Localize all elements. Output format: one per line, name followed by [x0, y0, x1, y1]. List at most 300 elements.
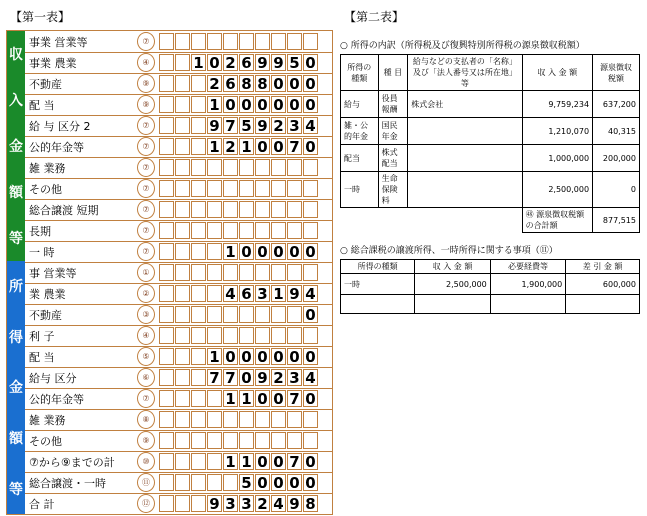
digit-cell[interactable]	[159, 201, 174, 218]
digit-cell[interactable]	[159, 348, 174, 365]
table-cell: 1,000,000	[522, 145, 592, 172]
row-label: 給与 区分	[29, 371, 77, 385]
total-value: 877,515	[593, 208, 640, 233]
digit-cell[interactable]: 1	[191, 54, 206, 71]
digit-cell[interactable]	[175, 243, 190, 260]
digit-cell[interactable]	[271, 159, 286, 176]
digit-cell[interactable]: 0	[271, 138, 286, 155]
digit-cell[interactable]: 9	[207, 117, 222, 134]
digit-cell[interactable]	[239, 264, 254, 281]
digit-cell[interactable]	[175, 453, 190, 470]
digit-cell[interactable]: 0	[255, 243, 270, 260]
digit-cell[interactable]	[303, 33, 318, 50]
digit-cell[interactable]: 0	[303, 453, 318, 470]
row-number: ⑦	[137, 200, 155, 219]
digit-cell[interactable]: 0	[255, 453, 270, 470]
digit-cell[interactable]: 0	[223, 348, 238, 365]
digit-cell[interactable]	[255, 159, 270, 176]
digit-cell[interactable]	[159, 222, 174, 239]
digit-cell[interactable]: 9	[255, 117, 270, 134]
digit-cell[interactable]: 2	[207, 75, 222, 92]
digit-cell[interactable]: 5	[287, 54, 302, 71]
digit-cell[interactable]	[159, 453, 174, 470]
digit-cell[interactable]: 0	[207, 54, 222, 71]
digit-cell[interactable]	[303, 180, 318, 197]
table-cell	[408, 145, 522, 172]
digit-cell[interactable]: 9	[287, 285, 302, 302]
digit-cell[interactable]: 2	[271, 369, 286, 386]
digit-cell[interactable]	[207, 390, 222, 407]
digit-cell[interactable]	[287, 432, 302, 449]
table-header: 差 引 金 額	[566, 260, 640, 274]
table-cell: 配当	[341, 145, 379, 172]
digit-cell[interactable]	[175, 327, 190, 344]
digit-cell[interactable]	[207, 159, 222, 176]
digit-cell[interactable]	[191, 159, 206, 176]
digit-cell[interactable]: 5	[239, 117, 254, 134]
digit-cell[interactable]	[191, 348, 206, 365]
digit-cell[interactable]: 9	[255, 369, 270, 386]
digit-cell[interactable]: 1	[239, 390, 254, 407]
form-row	[25, 94, 332, 116]
digit-cell[interactable]: 9	[287, 495, 302, 512]
digit-cell[interactable]	[191, 201, 206, 218]
digit-cell[interactable]	[207, 432, 222, 449]
digit-cell[interactable]	[191, 222, 206, 239]
digit-cell[interactable]	[223, 201, 238, 218]
digit-cell[interactable]: 0	[239, 243, 254, 260]
digit-cell[interactable]	[175, 96, 190, 113]
digit-cell[interactable]	[175, 495, 190, 512]
digit-cell[interactable]	[191, 411, 206, 428]
digit-cell[interactable]	[303, 327, 318, 344]
digit-cell[interactable]	[303, 264, 318, 281]
digit-cell[interactable]	[271, 306, 286, 323]
digit-cell[interactable]	[175, 474, 190, 491]
digit-cell[interactable]	[287, 33, 302, 50]
digit-cell[interactable]	[191, 33, 206, 50]
digit-cell[interactable]	[239, 306, 254, 323]
digit-cell[interactable]	[159, 432, 174, 449]
digit-cell[interactable]: 7	[223, 369, 238, 386]
form-1	[6, 30, 333, 515]
row-number: ⑦	[137, 116, 155, 135]
digit-cell[interactable]	[175, 411, 190, 428]
digit-cell[interactable]	[207, 201, 222, 218]
digit-cell[interactable]	[159, 264, 174, 281]
digit-cell[interactable]	[287, 201, 302, 218]
digit-cell[interactable]: 0	[287, 75, 302, 92]
digit-cell[interactable]	[271, 327, 286, 344]
total-label: ㊽ 源泉徴収税額の合計額	[522, 208, 592, 233]
digit-cell[interactable]: 3	[255, 285, 270, 302]
form-row	[25, 388, 332, 410]
digit-cell[interactable]	[239, 411, 254, 428]
digit-cell[interactable]	[287, 180, 302, 197]
digit-cell[interactable]	[191, 390, 206, 407]
row-number: ⑦	[137, 242, 155, 261]
digit-cell[interactable]	[239, 327, 254, 344]
digit-cell[interactable]	[159, 54, 174, 71]
digit-cell[interactable]	[191, 138, 206, 155]
digit-cell[interactable]: 0	[255, 138, 270, 155]
table-cell: 40,315	[593, 118, 640, 145]
digit-cell[interactable]	[175, 285, 190, 302]
digit-cell[interactable]: 0	[303, 54, 318, 71]
digit-cell[interactable]: 9	[207, 495, 222, 512]
table-cell: 1,900,000	[490, 274, 565, 295]
side-char: 額	[9, 431, 23, 448]
digit-cell[interactable]	[239, 159, 254, 176]
digit-cell[interactable]	[255, 411, 270, 428]
digit-cell[interactable]	[175, 75, 190, 92]
table-header: 収 入 金 額	[415, 260, 490, 274]
digit-cell[interactable]	[191, 243, 206, 260]
digit-cell[interactable]	[271, 432, 286, 449]
digit-cell[interactable]: 0	[303, 96, 318, 113]
digit-cell[interactable]: 0	[255, 96, 270, 113]
digit-cell[interactable]: 6	[239, 54, 254, 71]
digit-cell[interactable]	[223, 33, 238, 50]
digit-cell[interactable]: 0	[271, 390, 286, 407]
digit-cell[interactable]: 9	[271, 54, 286, 71]
form-row	[25, 136, 332, 158]
digit-cell[interactable]	[271, 201, 286, 218]
row-number: ④	[137, 326, 155, 345]
digit-cell[interactable]: 8	[239, 75, 254, 92]
digit-cell[interactable]: 4	[303, 117, 318, 134]
digit-cell[interactable]: 6	[223, 75, 238, 92]
side-char: 収	[9, 47, 23, 63]
digit-cell[interactable]	[255, 33, 270, 50]
digit-cell[interactable]	[271, 180, 286, 197]
digit-cell[interactable]	[207, 474, 222, 491]
digit-cell[interactable]	[255, 264, 270, 281]
table-2	[340, 259, 640, 314]
digit-cell[interactable]: 3	[287, 117, 302, 134]
digit-cell[interactable]: 0	[255, 474, 270, 491]
digit-cell[interactable]	[223, 180, 238, 197]
table-header: 所得の種類	[341, 55, 379, 91]
row-number: ⑥	[137, 368, 155, 387]
digit-cell[interactable]	[207, 285, 222, 302]
digit-cell[interactable]	[255, 201, 270, 218]
digit-cell[interactable]: 4	[271, 495, 286, 512]
digit-cell[interactable]: 0	[287, 96, 302, 113]
digit-cell[interactable]	[159, 390, 174, 407]
table-cell: 株式配当	[378, 145, 408, 172]
digit-cell[interactable]	[207, 33, 222, 50]
digit-cell[interactable]	[303, 432, 318, 449]
digit-cell[interactable]	[239, 222, 254, 239]
table-1	[340, 54, 640, 233]
row-number: ④	[137, 53, 155, 72]
digit-cell[interactable]: 0	[303, 243, 318, 260]
table-header: 必要経費等	[490, 260, 565, 274]
digit-cell[interactable]: 0	[287, 348, 302, 365]
table-cell: 雑・公的年金	[341, 118, 379, 145]
digit-cell[interactable]	[207, 243, 222, 260]
digit-cell[interactable]: 1	[207, 96, 222, 113]
digit-cell[interactable]	[303, 201, 318, 218]
row-label: 業 農業	[29, 287, 66, 301]
digit-cell[interactable]	[175, 306, 190, 323]
sec2-title: ○ 総合課税の譲渡所得、一時所得に関する事項（⑪）	[340, 246, 558, 256]
digit-cell[interactable]	[191, 96, 206, 113]
table-cell: 生命保険料	[378, 172, 408, 208]
digit-cell[interactable]	[159, 474, 174, 491]
digit-cell[interactable]	[271, 33, 286, 50]
digit-cell[interactable]: 0	[303, 138, 318, 155]
digit-cell[interactable]	[287, 306, 302, 323]
digit-cell[interactable]: 0	[239, 96, 254, 113]
digit-cell[interactable]	[159, 180, 174, 197]
form-row	[25, 409, 332, 431]
digit-cell[interactable]	[207, 222, 222, 239]
digit-cell[interactable]: 0	[303, 75, 318, 92]
row-number: ⑩	[137, 452, 155, 471]
digit-cell[interactable]: 0	[287, 243, 302, 260]
digit-cell[interactable]	[239, 33, 254, 50]
digit-cell[interactable]	[159, 33, 174, 50]
digit-cell[interactable]	[191, 117, 206, 134]
form-row	[25, 115, 332, 137]
digit-cell[interactable]: 0	[255, 348, 270, 365]
digit-cell[interactable]	[159, 138, 174, 155]
row-number: ⑫	[137, 494, 155, 513]
digit-cell[interactable]	[207, 453, 222, 470]
row-number: ②	[137, 284, 155, 303]
digit-cell[interactable]	[175, 180, 190, 197]
row-label: 合 計	[29, 497, 55, 511]
sec1-title: ○ 所得の内訳（所得税及び復興特別所得税の源泉徴収税額）	[340, 41, 585, 51]
table-cell: 役員報酬	[378, 91, 408, 118]
digit-cell[interactable]	[159, 285, 174, 302]
digit-cell[interactable]: 1	[223, 453, 238, 470]
digit-cell[interactable]	[287, 159, 302, 176]
row-number: ⑦	[137, 179, 155, 198]
digit-cell[interactable]	[255, 180, 270, 197]
digit-cell[interactable]: 7	[287, 453, 302, 470]
row-number: ③	[137, 305, 155, 324]
digit-cell[interactable]: 1	[239, 453, 254, 470]
digit-cell[interactable]	[159, 159, 174, 176]
digit-cell[interactable]: 0	[303, 348, 318, 365]
digit-cell[interactable]: 1	[207, 348, 222, 365]
digit-cell[interactable]: 0	[303, 306, 318, 323]
digit-cell[interactable]: 0	[271, 474, 286, 491]
form-row	[25, 346, 332, 368]
digit-cell[interactable]	[287, 222, 302, 239]
digit-cell[interactable]	[287, 264, 302, 281]
digit-cell[interactable]	[175, 390, 190, 407]
digit-cell[interactable]: 0	[223, 96, 238, 113]
digit-cell[interactable]	[159, 96, 174, 113]
digit-cell[interactable]	[191, 180, 206, 197]
digit-cell[interactable]: 1	[271, 285, 286, 302]
digit-cell[interactable]: 0	[239, 369, 254, 386]
digit-cell[interactable]	[255, 432, 270, 449]
digit-cell[interactable]	[303, 411, 318, 428]
digit-cell[interactable]: 0	[271, 75, 286, 92]
digit-cell[interactable]: 0	[239, 348, 254, 365]
digit-cell[interactable]: 3	[287, 369, 302, 386]
row-label: 給 与 区分 2	[29, 119, 91, 133]
form-row	[25, 451, 332, 473]
form-2	[340, 38, 640, 314]
digit-cell[interactable]	[287, 327, 302, 344]
table-cell: 一時	[341, 274, 415, 295]
digit-cell[interactable]	[191, 453, 206, 470]
digit-cell[interactable]	[191, 264, 206, 281]
table-header: 収 入 金 額	[522, 55, 592, 91]
table-cell: 株式会社	[408, 91, 522, 118]
digit-cell[interactable]	[223, 411, 238, 428]
row-label: 一 時	[29, 245, 55, 259]
digit-cell[interactable]	[271, 411, 286, 428]
digit-cell[interactable]	[271, 264, 286, 281]
digit-cell[interactable]: 0	[303, 474, 318, 491]
digit-cell[interactable]: 9	[255, 54, 270, 71]
digit-cell[interactable]	[223, 327, 238, 344]
table-cell: 1,210,070	[522, 118, 592, 145]
form-row	[25, 52, 332, 74]
row-number: ⑨	[137, 431, 155, 450]
digit-cell[interactable]	[223, 432, 238, 449]
digit-cell[interactable]	[159, 117, 174, 134]
digit-cell[interactable]	[175, 33, 190, 50]
digit-cell[interactable]: 5	[239, 474, 254, 491]
digit-cell[interactable]	[175, 264, 190, 281]
table-cell: 一時	[341, 172, 379, 208]
digit-cell[interactable]	[239, 201, 254, 218]
digit-cell[interactable]	[207, 264, 222, 281]
digit-cell[interactable]: 0	[271, 243, 286, 260]
digit-cell[interactable]: 4	[303, 369, 318, 386]
digit-cell[interactable]	[191, 474, 206, 491]
digit-cell[interactable]	[159, 306, 174, 323]
digit-cell[interactable]: 7	[223, 117, 238, 134]
digit-cell[interactable]	[239, 432, 254, 449]
digit-cell[interactable]	[175, 201, 190, 218]
digit-cell[interactable]	[175, 54, 190, 71]
digit-cell[interactable]: 0	[303, 390, 318, 407]
digit-cell[interactable]: 2	[255, 495, 270, 512]
digit-cell[interactable]	[191, 369, 206, 386]
digit-cell[interactable]	[175, 432, 190, 449]
digit-cell[interactable]	[223, 222, 238, 239]
digit-cell[interactable]	[223, 159, 238, 176]
form-row	[25, 472, 332, 494]
form-row	[25, 283, 332, 305]
digit-cell[interactable]	[191, 495, 206, 512]
digit-cell[interactable]: 0	[287, 474, 302, 491]
digit-cell[interactable]	[223, 306, 238, 323]
digit-cell[interactable]	[175, 348, 190, 365]
table-cell: 2,500,000	[415, 274, 490, 295]
digit-cell[interactable]	[159, 243, 174, 260]
digit-cell[interactable]: 2	[223, 54, 238, 71]
digit-cell[interactable]	[159, 75, 174, 92]
digit-cell[interactable]	[175, 159, 190, 176]
digit-cell[interactable]: 2	[223, 138, 238, 155]
digit-cell[interactable]	[159, 369, 174, 386]
digit-cell[interactable]: 7	[287, 138, 302, 155]
digit-cell[interactable]	[303, 222, 318, 239]
digit-cell[interactable]	[207, 180, 222, 197]
table-cell	[341, 295, 415, 314]
digit-cell[interactable]	[191, 432, 206, 449]
row-label: 公的年金等	[29, 140, 84, 154]
digit-cell[interactable]: 2	[271, 117, 286, 134]
digit-cell[interactable]	[175, 138, 190, 155]
digit-cell[interactable]	[159, 495, 174, 512]
digit-cell[interactable]	[255, 306, 270, 323]
table-header: 種 目	[378, 55, 408, 91]
table-cell: 637,200	[593, 91, 640, 118]
digit-cell[interactable]	[207, 327, 222, 344]
side-char: 入	[9, 93, 23, 109]
digit-cell[interactable]: 1	[239, 138, 254, 155]
digit-cell[interactable]	[191, 75, 206, 92]
row-number: ⑦	[137, 32, 155, 51]
digit-cell[interactable]	[175, 117, 190, 134]
form-row	[25, 220, 332, 242]
digit-cell[interactable]: 4	[303, 285, 318, 302]
digit-cell[interactable]: 0	[271, 453, 286, 470]
digit-cell[interactable]	[175, 222, 190, 239]
digit-cell[interactable]	[287, 411, 302, 428]
digit-cell[interactable]: 1	[207, 138, 222, 155]
digit-cell[interactable]	[159, 327, 174, 344]
digit-cell[interactable]	[159, 411, 174, 428]
digit-cell[interactable]: 3	[223, 495, 238, 512]
digit-cell[interactable]	[191, 327, 206, 344]
digit-cell[interactable]	[207, 306, 222, 323]
digit-cell[interactable]	[255, 327, 270, 344]
digit-cell[interactable]: 1	[223, 390, 238, 407]
digit-cell[interactable]: 4	[223, 285, 238, 302]
digit-cell[interactable]	[271, 222, 286, 239]
digit-cell[interactable]: 8	[255, 75, 270, 92]
row-label: その他	[29, 182, 62, 196]
digit-cell[interactable]: 7	[287, 390, 302, 407]
digit-cell[interactable]	[175, 369, 190, 386]
digit-cell[interactable]	[239, 180, 254, 197]
row-label: ⑦から⑨までの計	[29, 455, 115, 469]
form-row	[25, 367, 332, 389]
row-number: ⑨	[137, 74, 155, 93]
row-label: その他	[29, 434, 62, 448]
digit-cell[interactable]	[223, 264, 238, 281]
table-cell	[490, 295, 565, 314]
digit-cell[interactable]: 0	[271, 96, 286, 113]
digit-cell[interactable]	[303, 159, 318, 176]
digit-cell[interactable]	[191, 306, 206, 323]
digit-cell[interactable]: 0	[255, 390, 270, 407]
digit-cell[interactable]: 7	[207, 369, 222, 386]
row-number: ⑨	[137, 95, 155, 114]
digit-cell[interactable]	[207, 411, 222, 428]
digit-cell[interactable]: 8	[303, 495, 318, 512]
digit-cell[interactable]	[255, 222, 270, 239]
digit-cell[interactable]	[191, 285, 206, 302]
digit-cell[interactable]: 3	[239, 495, 254, 512]
digit-cell[interactable]: 6	[239, 285, 254, 302]
digit-cell[interactable]: 0	[271, 348, 286, 365]
digit-cell[interactable]: 1	[223, 243, 238, 260]
digit-cell[interactable]	[223, 474, 238, 491]
